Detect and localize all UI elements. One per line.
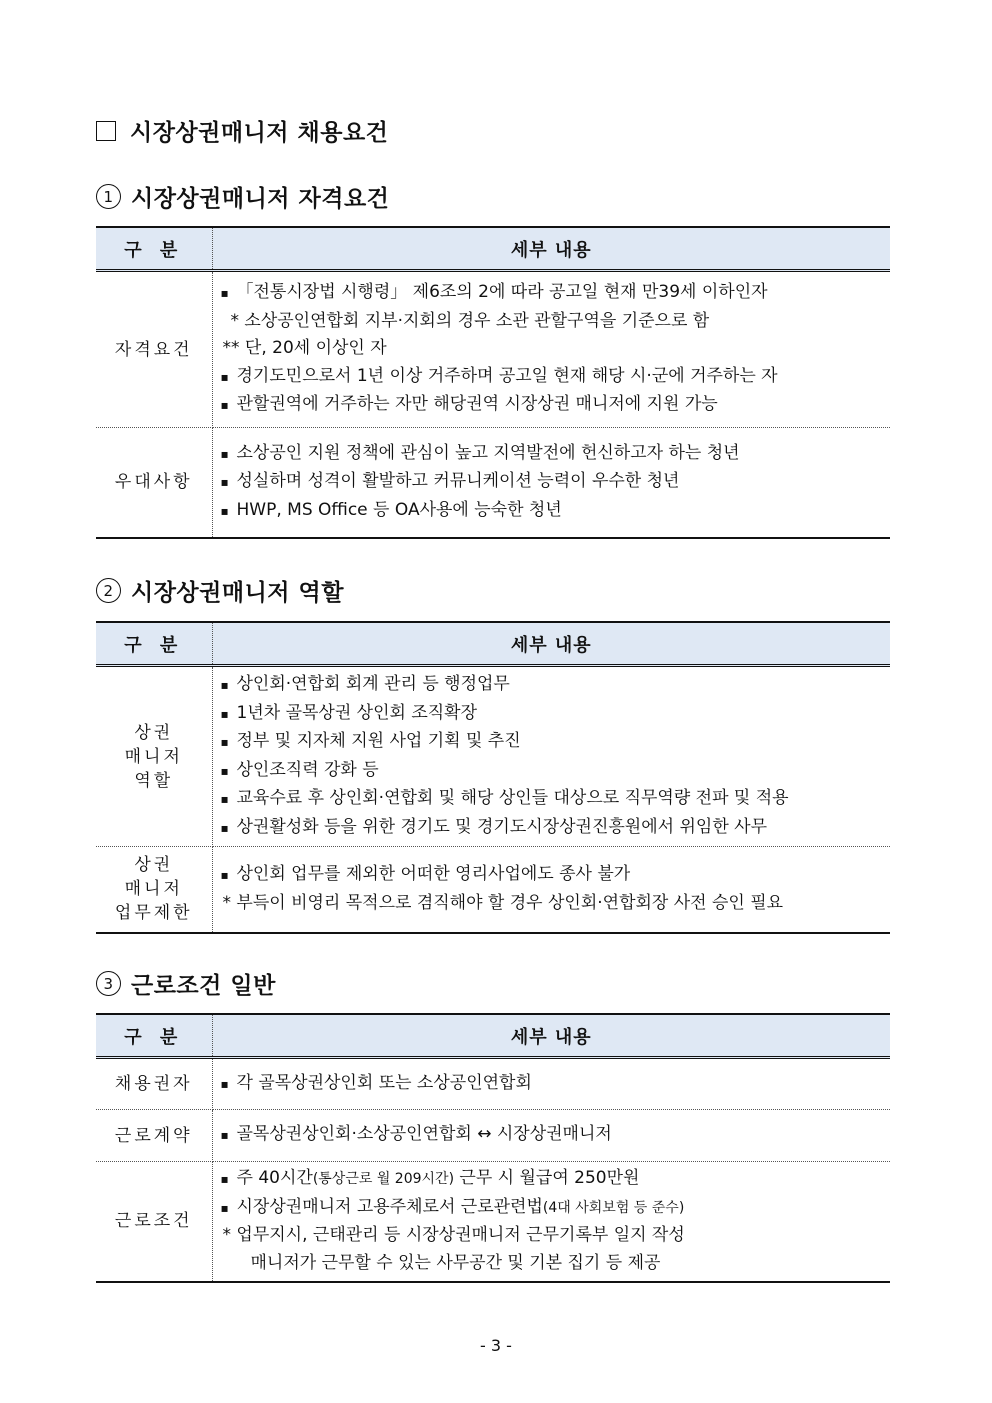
circled-number-icon: 2 <box>96 578 121 603</box>
header-details: 세부 내용 <box>212 1014 890 1058</box>
item-text: ** 단, 20세 이상인 자 <box>222 338 387 359</box>
bullet-item <box>221 440 891 469</box>
item-text: * 업무지시, 근태관리 등 시장상권매니저 근무기록부 일지 작성 <box>222 1225 685 1246</box>
header-details: 세부 내용 <box>212 622 890 666</box>
row-content <box>212 1058 890 1110</box>
row-label-text: 채용권자 <box>114 1074 193 1094</box>
table-row <box>96 847 890 933</box>
item-text: 각 골목상권상인회 또는 소상공인연합회 <box>236 1072 532 1093</box>
bullet-item <box>221 1070 891 1099</box>
row-content <box>212 428 890 538</box>
table-header-row <box>96 227 890 271</box>
row-content <box>212 666 890 847</box>
header-category: 구 분 <box>96 622 212 666</box>
table-row <box>96 1110 890 1162</box>
requirements-table-3 <box>96 1013 890 1283</box>
row-label-text: 상권 <box>134 722 174 743</box>
table-row <box>96 271 890 428</box>
note-item <box>221 335 891 363</box>
item-text: 교육수료 후 상인회·연합회 및 해당 상인들 대상으로 직무역량 전파 및 적용 <box>236 788 789 808</box>
item-text: 상인회·연합회 회계 관리 등 행정업무 <box>236 674 510 694</box>
row-label <box>96 847 212 933</box>
item-text: 정부 및 지자체 지원 사업 기획 및 추진 <box>236 731 521 751</box>
item-text: 상인조직력 강화 등 <box>236 759 379 780</box>
bullet-item <box>221 279 891 308</box>
page-number: - 3 - <box>480 1336 512 1355</box>
row-label-text: 매니저 <box>124 746 183 767</box>
item-text: HWP, MS Office 등 OA사용에 능숙한 청년 <box>236 499 562 520</box>
row-label-text: 자격요건 <box>114 339 193 360</box>
section-title-text: 근로조건 일반 <box>131 972 276 999</box>
section-title-2 <box>96 574 344 607</box>
header-category: 구 분 <box>96 1014 212 1058</box>
item-text: 소상공인 지원 정책에 관심이 높고 지역발전에 헌신하고자 하는 청년 <box>236 442 740 463</box>
item-text: 상권활성화 등을 위한 경기도 및 경기도시장상권진흥원에서 위임한 사무 <box>236 816 767 837</box>
bullet-item <box>221 700 891 729</box>
note-item <box>221 890 891 918</box>
row-label-text: 우대사항 <box>114 472 193 493</box>
bullet-item <box>221 861 891 890</box>
item-text: 매니저가 근무할 수 있는 사무공간 및 기본 집기 등 제공 <box>250 1252 661 1273</box>
requirements-table-2 <box>96 621 890 934</box>
bullet-item <box>221 671 891 700</box>
bullet-item <box>221 468 891 497</box>
row-content <box>212 271 890 428</box>
table-row <box>96 428 890 538</box>
table-row <box>96 666 890 847</box>
bullet-item <box>221 757 891 786</box>
text-fragment: 주 40시간 <box>236 1168 313 1189</box>
row-label <box>96 271 212 428</box>
item-text: 골목상권상인회·소상공인연합회 ↔ 시장상권매니저 <box>236 1124 612 1145</box>
table-row <box>96 1162 890 1282</box>
row-label <box>96 666 212 847</box>
circled-number-icon: 3 <box>96 971 121 996</box>
row-label-text: 역할 <box>134 770 174 791</box>
header-details: 세부 내용 <box>212 227 890 271</box>
bullet-item <box>221 497 891 526</box>
note-item <box>221 1250 891 1278</box>
item-text: 경기도민으로서 1년 이상 거주하며 공고일 현재 해당 시·군에 거주하는 자 <box>236 365 778 386</box>
note-item <box>221 1222 891 1250</box>
bullet-item <box>221 1194 891 1223</box>
row-content <box>212 847 890 933</box>
text-fragment: 근무 시 월급여 250만원 <box>454 1168 640 1189</box>
checkbox-square-icon <box>96 121 116 141</box>
item-text: 1년차 골목상권 상인회 조직확장 <box>236 702 478 723</box>
requirements-table-1 <box>96 226 890 539</box>
table-header-row <box>96 622 890 666</box>
bullet-item <box>221 814 891 843</box>
table-header-row <box>96 1014 890 1058</box>
item-text: 「전통시장법 시행령」 제6조의 2에 따라 공고일 현재 만39세 이하인자 <box>236 282 768 303</box>
item-text: * 소상공인연합회 지부·지회의 경우 소관 관할구역을 기준으로 함 <box>230 310 710 331</box>
bullet-item <box>221 1121 891 1150</box>
circled-number-icon: 1 <box>96 184 121 209</box>
bullet-item <box>221 728 891 757</box>
section-title-text: 시장상권매니저 자격요건 <box>131 185 390 212</box>
main-title <box>96 114 388 147</box>
row-content <box>212 1110 890 1162</box>
row-label <box>96 1162 212 1282</box>
text-fragment: (4대 사회보험 등 준수) <box>542 1199 685 1216</box>
section-title-3 <box>96 967 276 1000</box>
section-title-1 <box>96 180 389 213</box>
row-label-text: 상권 <box>134 855 174 876</box>
item-text: * 부득이 비영리 목적으로 겸직해야 할 경우 상인회·연합회장 사전 승인 필요 <box>222 892 784 913</box>
row-label-text: 업무제한 <box>114 903 193 924</box>
bullet-item <box>221 785 891 814</box>
item-text: 성실하며 성격이 활발하고 커뮤니케이션 능력이 우수한 청년 <box>236 471 680 491</box>
row-label <box>96 1058 212 1110</box>
bullet-item <box>221 363 891 392</box>
header-category: 구 분 <box>96 227 212 271</box>
section-title-text: 시장상권매니저 역할 <box>131 579 344 606</box>
item-text: 관할권역에 거주하는 자만 해당권역 시장상권 매니저에 지원 가능 <box>236 394 718 415</box>
row-label-text: 근로조건 <box>114 1211 193 1232</box>
table-row <box>96 1058 890 1110</box>
row-label <box>96 1110 212 1162</box>
row-label-text: 근로계약 <box>114 1125 193 1146</box>
row-label-text: 매니저 <box>124 879 183 900</box>
bullet-item <box>221 1165 891 1194</box>
note-item <box>221 308 891 336</box>
main-title-text: 시장상권매니저 채용요건 <box>130 119 389 146</box>
bullet-item <box>221 391 891 420</box>
item-text: 상인회 업무를 제외한 어떠한 영리사업에도 종사 불가 <box>236 864 631 885</box>
text-fragment: (통상근로 월 209시간) <box>312 1171 455 1188</box>
row-label <box>96 428 212 538</box>
row-content <box>212 1162 890 1282</box>
text-fragment: 시장상권매니저 고용주체로서 근로관련법 <box>236 1196 543 1217</box>
